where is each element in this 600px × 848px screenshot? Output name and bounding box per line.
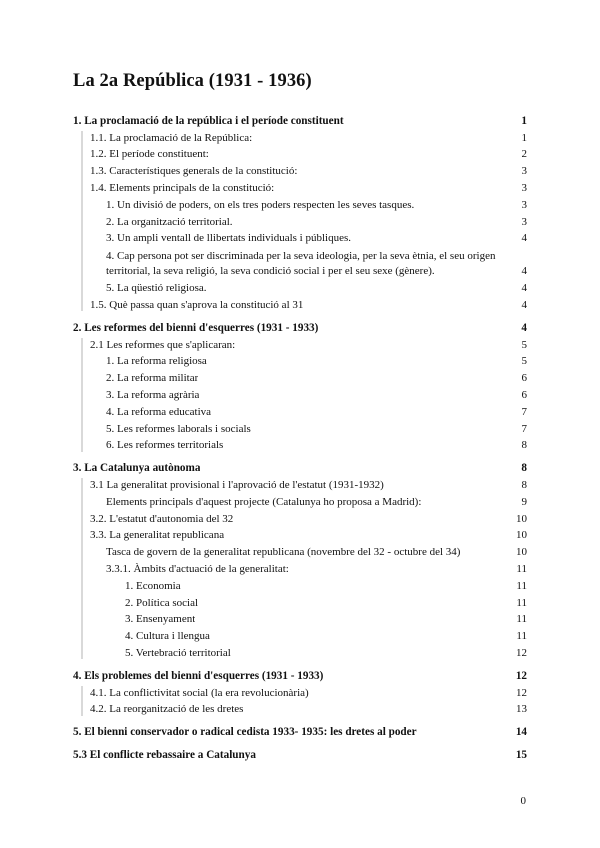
toc-entry-title: 3.3. La generalitat republicana: [90, 529, 225, 542]
toc-entry-title: 2. La organització territorial.: [106, 215, 233, 228]
toc-entry-title: 5.3 El conflicte rebassaire a Catalunya: [73, 748, 256, 761]
toc-entry[interactable]: [73, 594, 527, 611]
toc-entry[interactable]: [73, 296, 527, 313]
toc-entry[interactable]: [73, 611, 527, 628]
toc-entry-page: 11: [516, 596, 527, 609]
toc-entry-page: 4: [521, 265, 527, 278]
toc-entry-title: 1.5. Què passa quan s'aprova la constitució al 31: [90, 298, 304, 311]
toc-entry-title: 4. Cap persona pot ser discriminada per la seva ideologia, per la seva ètnia, el seu origen territorial, la seva religió, la seva condició social i per el seu sexe (gènere).: [106, 250, 496, 278]
document-title: La 2a República (1931 - 1936): [73, 71, 312, 91]
toc-entry-page: 11: [516, 630, 527, 643]
toc-entry-title: 2. Les reformes del bienni d'esquerres (1931 - 1933): [73, 321, 319, 334]
toc-entry[interactable]: [73, 644, 527, 661]
toc-entry[interactable]: [73, 420, 527, 437]
toc-entry-title: 6. Les reformes territorials: [106, 439, 224, 452]
toc-entry-title: 1. La reforma religiosa: [106, 355, 207, 368]
toc-entry[interactable]: [73, 527, 527, 544]
toc-entry-page: 10: [516, 546, 527, 559]
toc-entry[interactable]: [73, 230, 527, 247]
toc-entry-page: 4: [521, 298, 527, 311]
toc-entry[interactable]: [73, 386, 527, 403]
toc-entry-page: 6: [521, 372, 527, 385]
toc-entry-title: 3.1 La generalitat provisional i l'aprovació de l'estatut (1931-1932): [90, 478, 384, 491]
toc-entry[interactable]: [73, 146, 527, 163]
toc-entry-page: 3: [521, 215, 527, 228]
toc-entry-page: 3: [521, 198, 527, 211]
toc-entry-title: 3.3.1. Àmbits d'actuació de la generalitat:: [106, 562, 289, 575]
toc-entry-page: 4: [521, 282, 527, 295]
toc-entry-page: 13: [516, 703, 527, 716]
toc-entry-title: 2. Política social: [125, 596, 199, 609]
toc-entry[interactable]: [73, 577, 527, 594]
toc-section-entry[interactable]: [73, 723, 527, 740]
toc-entry[interactable]: [73, 684, 527, 701]
toc-entry-title: 5. La qüestió religiosa.: [106, 282, 207, 295]
toc-entry-title: 4.2. La reorganització de les dretes: [90, 703, 244, 716]
toc-entry-page: 3: [521, 165, 527, 178]
section-guide-line: [81, 478, 83, 659]
toc-entry[interactable]: [73, 627, 527, 644]
toc-entry-page: 12: [516, 646, 527, 659]
toc-entry-page: 6: [521, 388, 527, 401]
toc-entry-title: 1.4. Elements principals de la constitució:: [90, 181, 275, 194]
toc-entry[interactable]: [73, 369, 527, 386]
toc-entry-page: 12: [516, 686, 527, 699]
toc-entry-page: 8: [521, 439, 527, 452]
toc-entry-page: 14: [515, 726, 527, 739]
toc-entry[interactable]: [73, 196, 527, 213]
toc-entry[interactable]: [73, 493, 527, 510]
toc-section-entry[interactable]: [73, 746, 527, 763]
toc-entry-title: 1. Economia: [125, 579, 181, 592]
toc-entry[interactable]: [73, 162, 527, 179]
toc-entry[interactable]: [73, 129, 527, 146]
toc-entry-page: 5: [521, 355, 527, 368]
toc-entry-title: Tasca de govern de la generalitat republicana (novembre del 32 - octubre del 34): [106, 546, 461, 559]
toc-entry-title: 1.3. Característiques generals de la constitució:: [90, 165, 298, 178]
toc-entry-page: 3: [521, 181, 527, 194]
toc-entry-title: 1.2. El període constituent:: [90, 148, 209, 161]
toc-entry[interactable]: [73, 510, 527, 527]
toc-entry[interactable]: [73, 476, 527, 493]
toc-entry[interactable]: [73, 560, 527, 577]
toc-entry[interactable]: [73, 353, 527, 370]
toc-entry-page: 11: [516, 562, 527, 575]
toc-entry-title: 4. Els problemes del bienni d'esquerres (1931 - 1933): [73, 669, 324, 682]
toc-entry-page: 4: [521, 232, 527, 245]
toc-entry[interactable]: [73, 403, 527, 420]
toc-entry-title: 1. Un divisió de poders, on els tres poders respecten les seves tasques.: [106, 198, 415, 211]
toc-entry[interactable]: [73, 246, 527, 279]
toc-entry[interactable]: [73, 437, 527, 454]
toc-entry[interactable]: [73, 213, 527, 230]
toc-entry-title: 2. La reforma militar: [106, 372, 199, 385]
toc-entry-page: 8: [521, 478, 527, 491]
toc-entry-page: 2: [521, 148, 527, 161]
toc-entry-page: 7: [521, 405, 527, 418]
toc-entry[interactable]: [73, 543, 527, 560]
toc-section-entry[interactable]: [73, 112, 527, 129]
toc-entry-page: 8: [521, 462, 527, 475]
toc-entry-page: 1: [521, 131, 527, 144]
toc-entry-title: 3. La Catalunya autònoma: [73, 462, 201, 475]
toc-entry[interactable]: [73, 279, 527, 296]
toc-entry-page: 9: [521, 495, 527, 508]
section-guide-line: [81, 686, 83, 716]
toc-entry-title: 5. Vertebració territorial: [125, 646, 231, 659]
toc-entry-title: 4. La reforma educativa: [106, 405, 212, 418]
toc-entry[interactable]: [73, 336, 527, 353]
toc-entry-page: 12: [515, 669, 527, 682]
toc-entry-title: 5. Les reformes laborals i socials: [106, 422, 251, 435]
toc-entry[interactable]: [73, 179, 527, 196]
toc-entry-page: 10: [516, 512, 527, 525]
toc-entry-page: 10: [516, 529, 527, 542]
toc-entry-title: 4.1. La conflictivitat social (la era revolucionària): [90, 686, 309, 699]
toc-entry-page: 11: [516, 613, 527, 626]
toc-entry-title: 1.1. La proclamació de la República:: [90, 131, 253, 144]
toc-entry-title: 3. Un ampli ventall de llibertats individuals i públiques.: [106, 232, 352, 245]
toc-entry-title: 3. Ensenyament: [125, 613, 196, 626]
toc-entry-title: 1. La proclamació de la república i el període constituent: [73, 114, 344, 127]
toc-entry-title: 2.1 Les reformes que s'aplicaran:: [90, 338, 236, 351]
toc-entry-page: 4: [521, 321, 527, 334]
toc-entry-page: 15: [515, 748, 527, 761]
table-of-contents: [73, 112, 527, 763]
section-guide-line: [81, 338, 83, 452]
toc-entry-page: 5: [521, 338, 527, 351]
toc-entry-title: 5. El bienni conservador o radical cedista 1933- 1935: les dretes al poder: [73, 726, 417, 739]
page-number: 0: [520, 795, 526, 807]
toc-entry-page: 1: [521, 114, 527, 127]
section-guide-line: [81, 131, 83, 311]
toc-entry-page: 7: [521, 422, 527, 435]
toc-entry-title: Elements principals d'aquest projecte (Catalunya ho proposa a Madrid):: [106, 495, 422, 508]
toc-entry-title: 4. Cultura i llengua: [125, 630, 210, 643]
toc-entry[interactable]: [73, 701, 527, 718]
toc-section-entry[interactable]: [73, 459, 527, 476]
toc-section-entry[interactable]: [73, 319, 527, 336]
toc-section-entry[interactable]: [73, 667, 527, 684]
toc-entry-page: 11: [516, 579, 527, 592]
toc-entry-title: 3.2. L'estatut d'autonomia del 32: [90, 512, 234, 525]
toc-entry-title: 3. La reforma agrària: [106, 388, 200, 401]
